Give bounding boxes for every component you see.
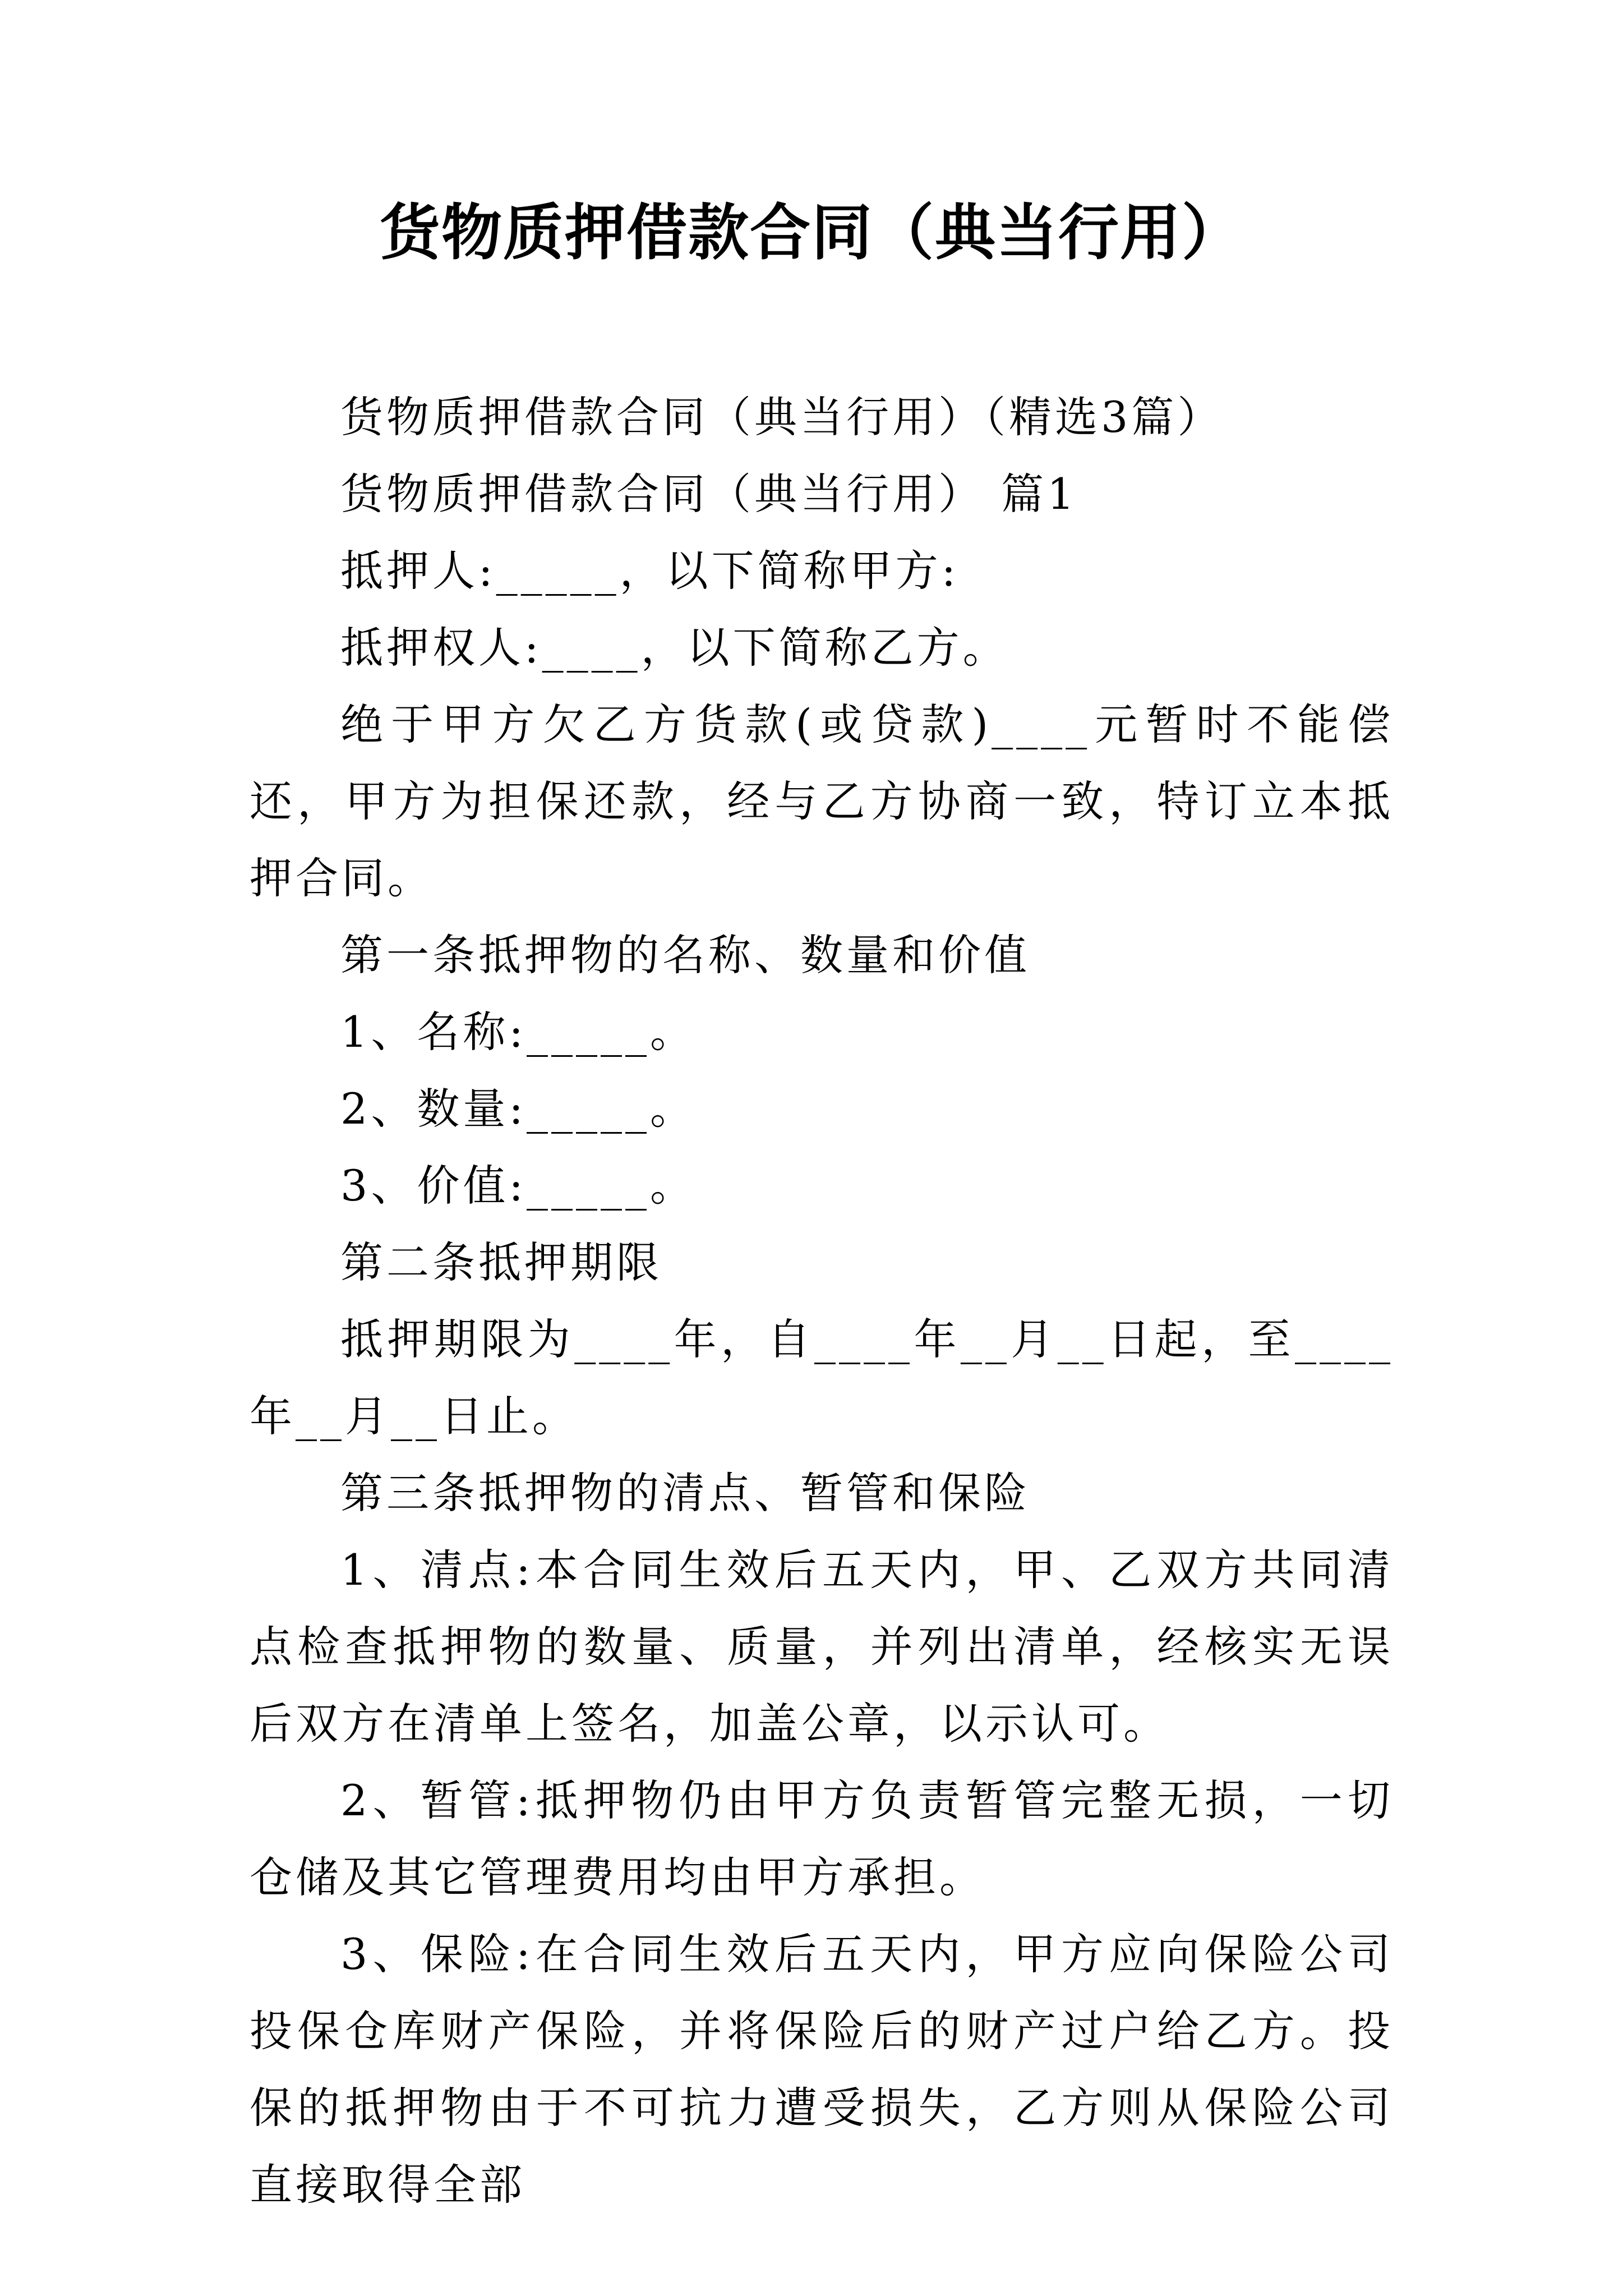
paragraph-custody: 2、暂管:抵押物仍由甲方负责暂管完整无损，一切仓储及其它管理费用均由甲方承担。 <box>250 1775 1394 1902</box>
paragraph-collection-heading: 货物质押借款合同（典当行用）（精选3篇） <box>340 392 1224 442</box>
paragraph-insurance: 3、保险:在合同生效后五天内，甲方应向保险公司投保仓库财产保险，并将保险后的财产过户给乙方。投保的抵押物由于不可抗力遭受损失，乙方则从保险公司直接取得全部 <box>250 1929 1394 2210</box>
paragraph-item-value: 3、价值:_____。 <box>340 1161 696 1211</box>
paragraph-article-2-heading: 第二条抵押期限 <box>340 1237 662 1287</box>
paragraph-item-name: 1、名称:_____。 <box>340 1007 696 1057</box>
paragraph-mortgagee: 抵押权人:____，以下简称乙方。 <box>340 623 1009 673</box>
document-body <box>250 379 1394 2223</box>
paragraph-inventory: 1、清点:本合同生效后五天内，甲、乙双方共同清点检查抵押物的数量、质量，并列出清单，经核实无误后双方在清单上签名，加盖公章，以示认可。 <box>250 1545 1394 1749</box>
document-title: 货物质押借款合同（典当行用） <box>379 197 1243 268</box>
paragraph-article-1-heading: 第一条抵押物的名称、数量和价值 <box>340 930 1030 980</box>
paragraph-part-heading: 货物质押借款合同（典当行用） 篇1 <box>340 469 1078 519</box>
paragraph-article-3-heading: 第三条抵押物的清点、暂管和保险 <box>340 1468 1030 1518</box>
paragraph-preamble: 绝于甲方欠乙方货款(或贷款)____元暂时不能偿还，甲方为担保还款，经与乙方协商一致，特订立本抵押合同。 <box>250 700 1394 903</box>
paragraph-term: 抵押期限为____年，自____年__月__日起，至____年__月__日止。 <box>250 1314 1394 1441</box>
paragraph-mortgagor: 抵押人:_____，以下简称甲方: <box>340 546 960 596</box>
paragraph-item-quantity: 2、数量:_____。 <box>340 1084 696 1134</box>
